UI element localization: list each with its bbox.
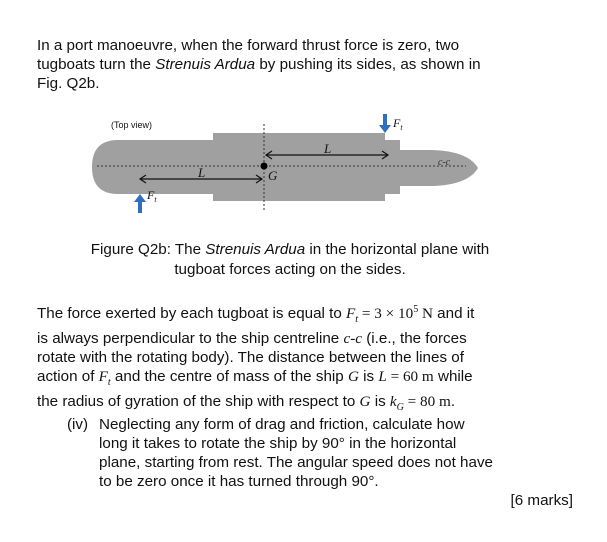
- force-label-top: $F_t$: [393, 116, 403, 132]
- centre-label: G: [268, 168, 278, 183]
- caption-line-1: Figure Q2b: The Strenuis Ardua in the horizontal plane with: [90, 241, 490, 258]
- figure-q2b: [0, 0, 607, 235]
- length-label-left: L: [198, 165, 206, 180]
- question-number: (iv): [67, 416, 89, 433]
- body-line-4: action of $F_t$ and the centre of mass of the ship G is L = 60 m while: [37, 368, 473, 389]
- body-paragraph: [37, 300, 529, 417]
- intro-line-3: Fig. Q2b.: [37, 75, 100, 92]
- marks-label: [6 marks]: [510, 492, 573, 509]
- force-label-bottom: $F_t$: [147, 188, 157, 204]
- centre-of-mass-dot: [261, 163, 268, 170]
- top-view-label: (Top view): [111, 120, 153, 130]
- question-line-1: Neglecting any form of drag and friction, calculate how: [99, 416, 465, 433]
- force-arrow-top: [379, 114, 391, 133]
- ship-name: Strenuis Ardua: [155, 56, 256, 73]
- question-iv: [67, 415, 527, 491]
- force-arrow-bottom: [134, 194, 146, 213]
- question-line-3: plane, starting from rest. The angular speed does not have: [99, 454, 493, 471]
- question-line-4: to be zero once it has turned through 90°.: [99, 473, 379, 490]
- caption-line-2: tugboat forces acting on the sides.: [174, 261, 406, 278]
- body-line-5: the radius of gyration of the ship with respect to G is $k_G = 80$ m.: [37, 393, 456, 414]
- centreline-label: c-c: [438, 157, 451, 168]
- body-line-1: The force exerted by each tugboat is equal to $F_t = 3 \times 10^5$ N and it: [37, 304, 475, 326]
- body-line-2: is always perpendicular to the ship centreline c-c (i.e., the forces: [37, 330, 467, 348]
- length-label-right: L: [324, 141, 332, 156]
- question-line-2: long it takes to rotate the ship by 90° in the horizontal: [99, 435, 457, 452]
- caption-ship-name: Strenuis Ardua: [205, 241, 306, 258]
- intro-line-2: tugboats turn the Strenuis Ardua by pushing its sides, as shown in: [37, 56, 481, 73]
- body-line-3: rotate with the rotating body). The distance between the lines of: [37, 349, 464, 367]
- question-text: [99, 415, 527, 491]
- intro-line-1: In a port manoeuvre, when the forward thrust force is zero, two: [37, 37, 460, 54]
- figure-caption: [40, 240, 540, 280]
